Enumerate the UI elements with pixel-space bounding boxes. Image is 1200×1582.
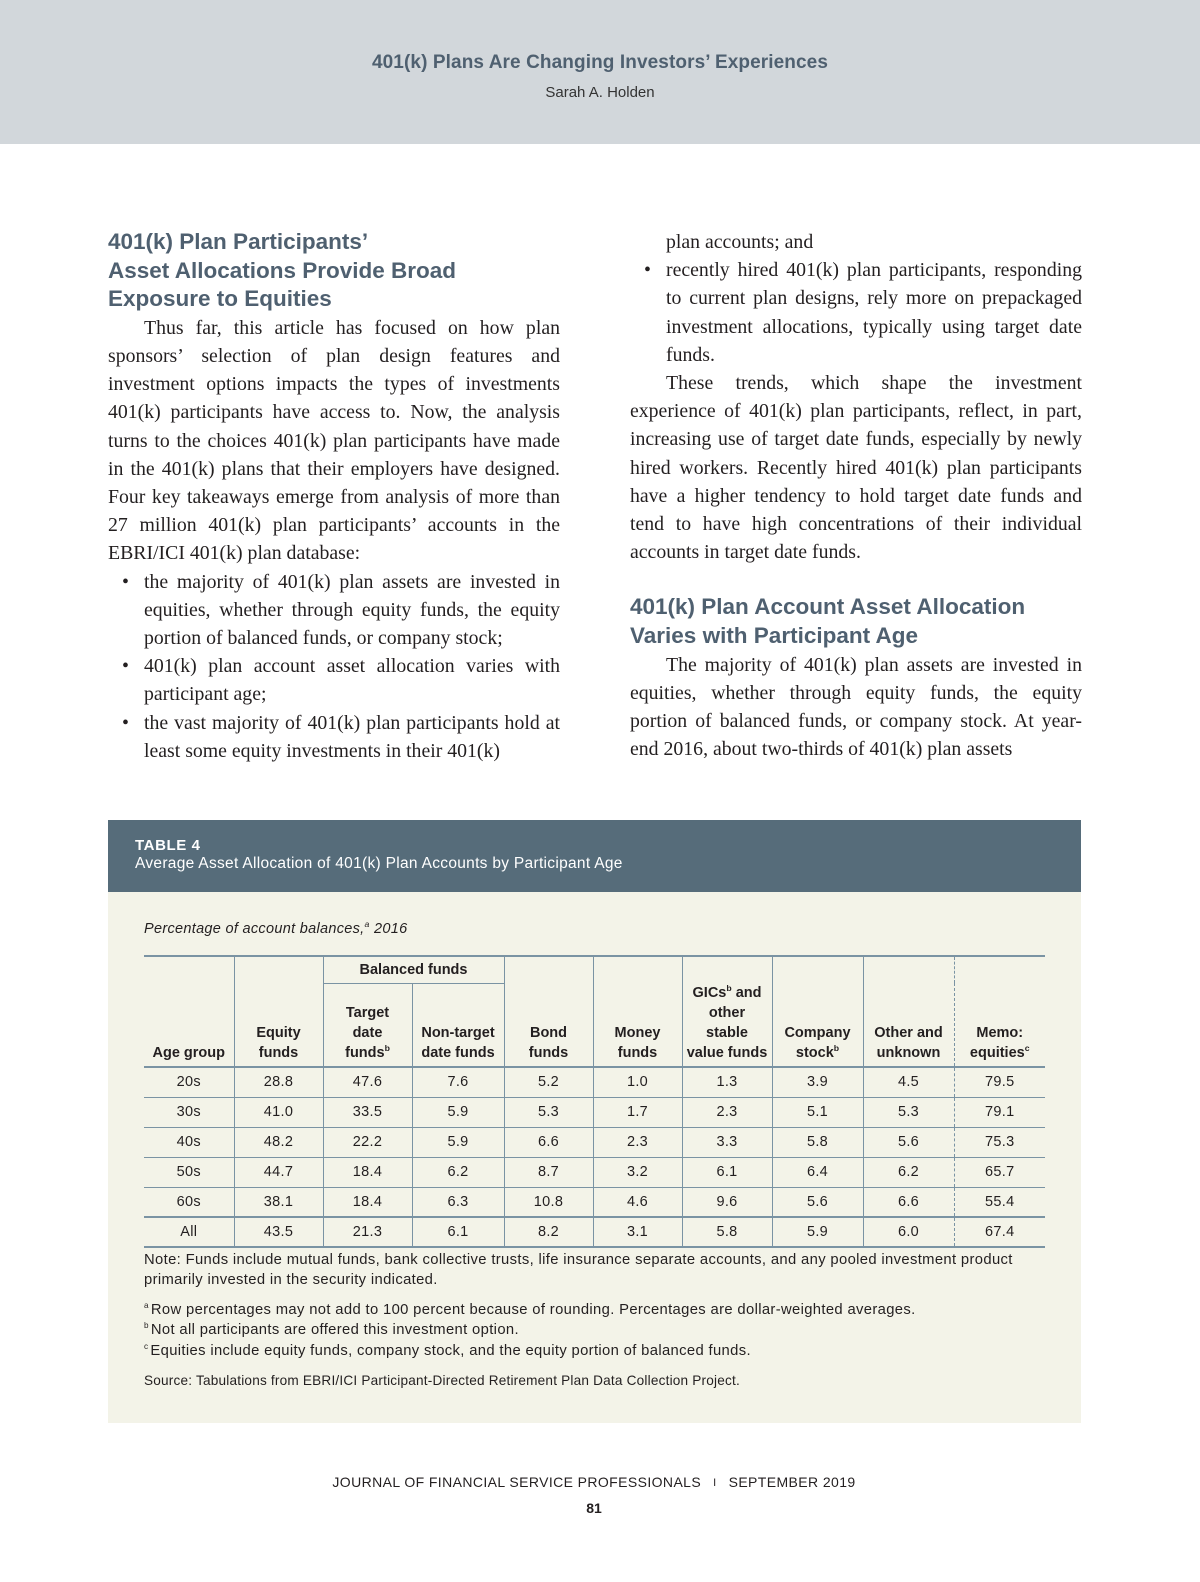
page-footer: [0, 1474, 1188, 1490]
column-header-line: funds: [258, 1045, 299, 1061]
intro-paragraph: Thus far, this article has focused on how plan sponsors’ selection of plan design features and investment options impacts the types of investments 401(k) participants have access to. Now, the analysis turns to the choices 401(k) plan participants have made in the 401(k) plans that their employers have designed. Four key takeaways emerge from analysis of more than 27 million 401(k) plan participants’ accounts in the EBRI/ICI 401(k) plan database:: [108, 316, 560, 565]
footnote-mark: c: [144, 1341, 149, 1351]
column-header: [682, 956, 772, 1067]
value-cell: 2.3: [682, 1097, 772, 1127]
value-cell: 2.3: [593, 1127, 682, 1157]
left-column: [108, 228, 560, 765]
value-cell: 48.2: [234, 1127, 323, 1157]
table-caption: [144, 921, 407, 937]
caption-year: 2016: [373, 921, 408, 937]
value-cell: 1.0: [593, 1067, 682, 1097]
column-header-line: Non-target: [421, 1025, 495, 1041]
column-header: [863, 956, 954, 1067]
table-note: Note: Funds include mutual funds, bank collective trusts, life insurance separate accounts, and any pooled investment product primarily invested in the security indicated.: [144, 1252, 1013, 1289]
header-row: [144, 956, 1045, 983]
bullet-icon: •: [122, 570, 129, 593]
value-cell: 22.2: [323, 1127, 412, 1157]
column-header-line: GICs: [692, 985, 727, 1001]
value-cell: 3.3: [682, 1127, 772, 1157]
value-cell: 6.3: [412, 1187, 504, 1217]
value-cell: 6.2: [412, 1157, 504, 1187]
list-item: [630, 256, 1082, 369]
value-cell: 5.8: [772, 1127, 863, 1157]
list-item-text: the majority of 401(k) plan assets are invested in equities, whether through equity funds, the equity portion of balanced funds, or company stock;: [144, 570, 560, 650]
column-header-line: funds: [617, 1045, 658, 1061]
column-header: [412, 983, 504, 1067]
table-notes: [144, 1250, 1044, 1391]
footnote-mark: b: [726, 983, 732, 994]
majority-paragraph: The majority of 401(k) plan assets are invested in equities, whether through equity funds, the equity portion of balanced funds, or company stock. At year-end 2016, about two-thirds of 401(k) plan assets: [630, 653, 1082, 761]
column-header: [772, 956, 863, 1067]
takeaways-list-continued: [630, 256, 1082, 369]
table-row: [144, 1067, 1045, 1097]
footnote-mark: b: [833, 1043, 840, 1054]
column-header-line: other: [708, 1005, 746, 1021]
column-header-suffix: and: [731, 985, 762, 1001]
table-row: [144, 1127, 1045, 1157]
column-header-line: value funds: [686, 1045, 768, 1061]
footnote-text: Not all participants are offered this investment option.: [150, 1322, 519, 1339]
age-group-cell: 20s: [144, 1067, 234, 1097]
column-header: [504, 956, 593, 1067]
value-cell: 8.7: [504, 1157, 593, 1187]
list-item: [108, 709, 560, 765]
value-cell: 21.3: [323, 1217, 412, 1247]
section-heading-asset-allocations: [108, 228, 560, 314]
heading-line: 401(k) Plan Account Asset Allocation: [630, 594, 1026, 620]
page-header-banner: [0, 0, 1200, 144]
value-cell: 65.7: [954, 1157, 1045, 1187]
value-cell: 33.5: [323, 1097, 412, 1127]
page-number: 81: [586, 1500, 602, 1516]
value-cell: 47.6: [323, 1067, 412, 1097]
column-header-line: unknown: [876, 1045, 941, 1061]
section-heading-age: [630, 593, 1082, 650]
value-cell: 6.6: [504, 1127, 593, 1157]
value-cell: 43.5: [234, 1217, 323, 1247]
value-cell: 5.3: [863, 1097, 954, 1127]
takeaways-list: [108, 568, 560, 765]
value-cell: 18.4: [323, 1157, 412, 1187]
journal-name: JOURNAL OF FINANCIAL SERVICE PROFESSIONALS: [332, 1474, 702, 1490]
heading-line: 401(k) Plan Participants’: [108, 229, 369, 254]
column-header-line: Other and: [874, 1025, 943, 1041]
value-cell: 79.5: [954, 1067, 1045, 1097]
value-cell: 5.3: [504, 1097, 593, 1127]
value-cell: 18.4: [323, 1187, 412, 1217]
bullet-icon: •: [122, 655, 129, 678]
value-cell: 5.6: [772, 1187, 863, 1217]
column-header: [144, 956, 234, 1067]
footnote-a: [144, 1300, 1044, 1320]
column-header-line: Equity: [256, 1025, 301, 1041]
footnote-text: Equities include equity funds, company stock, and the equity portion of balanced funds.: [150, 1342, 751, 1359]
value-cell: 6.1: [412, 1217, 504, 1247]
value-cell: 10.8: [504, 1187, 593, 1217]
value-cell: 44.7: [234, 1157, 323, 1187]
value-cell: 5.6: [863, 1127, 954, 1157]
column-header-line: Memo:: [976, 1025, 1024, 1041]
value-cell: 79.1: [954, 1097, 1045, 1127]
table-row: [144, 1157, 1045, 1187]
column-header: [593, 956, 682, 1067]
table-number: TABLE 4: [135, 837, 201, 854]
value-cell: 4.5: [863, 1067, 954, 1097]
heading-line: Exposure to Equities: [108, 286, 332, 312]
heading-line: Asset Allocations Provide Broad: [108, 257, 457, 283]
value-cell: 28.8: [234, 1067, 323, 1097]
value-cell: 1.3: [682, 1067, 772, 1097]
value-cell: 4.6: [593, 1187, 682, 1217]
list-item-text: recently hired 401(k) plan participants, responding to current plan designs, rely more on prepackaged investment allocations, typically using target date funds.: [666, 259, 1082, 366]
column-header-line: Money: [614, 1025, 661, 1041]
table-4-box: [108, 820, 1081, 1423]
value-cell: 1.7: [593, 1097, 682, 1127]
issue-date: SEPTEMBER 2019: [728, 1474, 856, 1490]
age-group-cell: All: [144, 1217, 234, 1247]
column-header: [954, 956, 1045, 1067]
footnote-text: Row percentages may not add to 100 percent because of rounding. Percentages are dollar-weighted averages.: [150, 1301, 916, 1318]
balanced-funds-group-header: Balanced funds: [323, 956, 504, 983]
value-cell: 6.0: [863, 1217, 954, 1247]
value-cell: 41.0: [234, 1097, 323, 1127]
footnote-mark: c: [1024, 1043, 1030, 1054]
footnote-c: [144, 1341, 1044, 1361]
footer-separator: I: [713, 1477, 717, 1489]
table-title: Average Asset Allocation of 401(k) Plan Accounts by Participant Age: [135, 855, 623, 872]
running-title: 401(k) Plans Are Changing Investors’ Experiences: [371, 52, 829, 73]
column-header-line: Company: [784, 1025, 851, 1041]
column-header-line: Age group: [152, 1045, 225, 1061]
table-4-header: [108, 820, 1081, 892]
right-column: [630, 228, 1082, 763]
value-cell: 6.4: [772, 1157, 863, 1187]
column-header-line: Bond: [529, 1025, 568, 1041]
value-cell: 5.9: [412, 1097, 504, 1127]
column-header-line: date: [352, 1025, 383, 1041]
heading-line: Varies with Participant Age: [630, 623, 919, 649]
value-cell: 75.3: [954, 1127, 1045, 1157]
value-cell: 6.2: [863, 1157, 954, 1187]
value-cell: 67.4: [954, 1217, 1045, 1247]
value-cell: 8.2: [504, 1217, 593, 1247]
footnote-b: [144, 1320, 1044, 1340]
running-author: Sarah A. Holden: [545, 84, 655, 101]
value-cell: 3.1: [593, 1217, 682, 1247]
value-cell: 6.1: [682, 1157, 772, 1187]
value-cell: 5.9: [412, 1127, 504, 1157]
trends-paragraph: These trends, which shape the investment experience of 401(k) plan participants, reflect, in part, increasing use of target date funds, especially by newly hired workers. Recently hired 401(k) plan participants have a higher tendency to hold target date funds and tend to have high concentrations of their individual accounts in target date funds.: [630, 372, 1082, 564]
footnote-mark: b: [144, 1321, 149, 1331]
column-header-line: stable: [706, 1025, 748, 1041]
bullet-icon: •: [644, 259, 651, 282]
footnote-mark: b: [384, 1043, 390, 1054]
age-group-cell: 40s: [144, 1127, 234, 1157]
column-header: [323, 983, 412, 1067]
list-item-continued: plan accounts; and: [666, 231, 814, 253]
column-header-line: funds: [528, 1045, 569, 1061]
value-cell: 38.1: [234, 1187, 323, 1217]
caption-text: Percentage of account balances,: [144, 921, 365, 937]
table-row: [144, 1097, 1045, 1127]
caption-footnote-mark: a: [364, 919, 370, 930]
list-item-text: the vast majority of 401(k) plan participants hold at least some equity investments in their 401(k): [144, 711, 560, 762]
allocation-table: [144, 955, 1045, 1248]
column-header-line: Target: [345, 1005, 390, 1021]
value-cell: 55.4: [954, 1187, 1045, 1217]
table-source: Source: Tabulations from EBRI/ICI Participant-Directed Retirement Plan Data Collection Project.: [144, 1373, 740, 1389]
table-row: [144, 1217, 1045, 1247]
age-group-cell: 50s: [144, 1157, 234, 1187]
list-item-text: 401(k) plan account asset allocation varies with participant age;: [144, 655, 560, 706]
column-header-line: stock: [795, 1045, 834, 1061]
column-header-line: funds: [345, 1045, 385, 1061]
table-row: [144, 1187, 1045, 1217]
footnote-mark: a: [144, 1300, 149, 1310]
value-cell: 5.1: [772, 1097, 863, 1127]
list-item: [108, 652, 560, 708]
value-cell: 5.9: [772, 1217, 863, 1247]
age-group-cell: 30s: [144, 1097, 234, 1127]
column-header: [234, 956, 323, 1067]
age-group-cell: 60s: [144, 1187, 234, 1217]
value-cell: 7.6: [412, 1067, 504, 1097]
column-header-line: date funds: [421, 1045, 495, 1061]
value-cell: 9.6: [682, 1187, 772, 1217]
value-cell: 5.8: [682, 1217, 772, 1247]
value-cell: 3.2: [593, 1157, 682, 1187]
column-header-line: equities: [969, 1045, 1025, 1061]
value-cell: 5.2: [504, 1067, 593, 1097]
bullet-icon: •: [122, 711, 129, 734]
value-cell: 6.6: [863, 1187, 954, 1217]
list-item: [108, 568, 560, 653]
value-cell: 3.9: [772, 1067, 863, 1097]
